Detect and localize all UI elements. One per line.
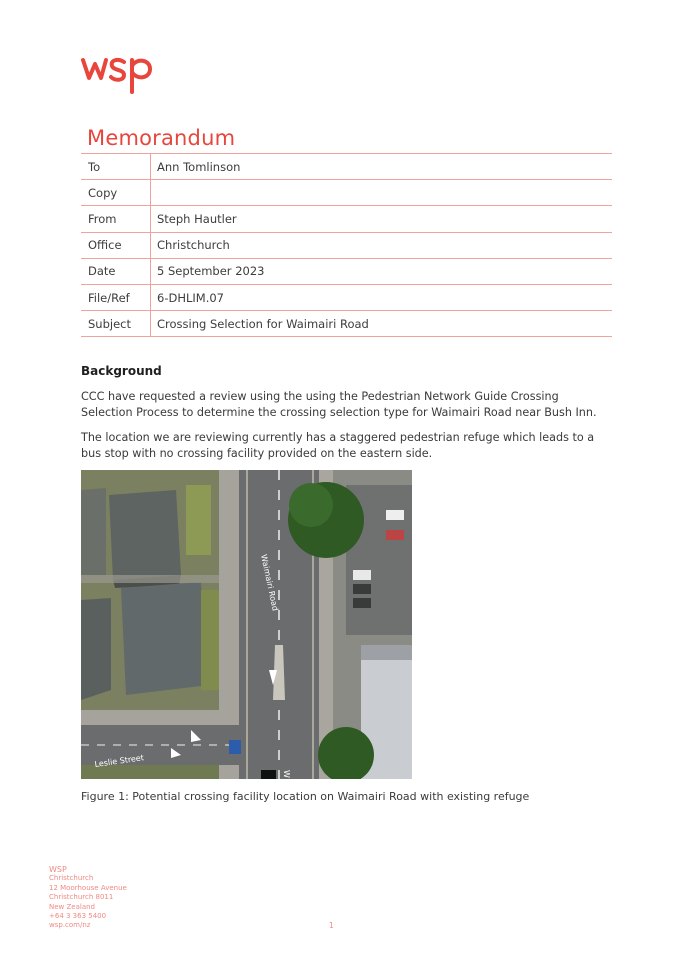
road-label-side: Leslie Street — [94, 753, 145, 769]
footer-phone: +64 3 363 5400 — [49, 912, 107, 921]
footer-country: New Zealand — [49, 902, 95, 911]
field-value: 5 September 2023 — [151, 258, 613, 284]
footer-address-line2: Christchurch 8011 — [49, 893, 114, 902]
field-label: File/Ref — [81, 284, 151, 310]
field-label: Subject — [81, 311, 151, 337]
section-heading: Background — [81, 364, 162, 378]
memo-row-fileref — [81, 284, 612, 310]
footer-company: WSP — [49, 865, 67, 874]
field-label: Office — [81, 232, 151, 258]
memo-row-office — [81, 232, 612, 258]
footer-address-line1: 12 Moorhouse Avenue — [49, 883, 127, 892]
paragraph-background-1: CCC have requested a review using the using the Pedestrian Network Guide Crossing Selection Process to determine the crossing selection type for Waimairi Road near Bush Inn. — [81, 390, 597, 419]
field-label: From — [81, 206, 151, 232]
aerial-photo — [81, 470, 412, 779]
footer-web: wsp.com/nz — [49, 921, 91, 930]
field-label: Date — [81, 258, 151, 284]
paragraph-background-2: The location we are reviewing currently has a staggered pedestrian refuge which leads to a bus stop with no crossing facility provided on the eastern side. — [81, 431, 595, 460]
memo-row-subject — [81, 311, 612, 337]
field-value: 6-DHLIM.07 — [151, 284, 613, 310]
field-value: Christchurch — [151, 232, 613, 258]
field-value: Ann Tomlinson — [151, 154, 613, 180]
footer-city: Christchurch — [49, 874, 94, 883]
field-value: Crossing Selection for Waimairi Road — [151, 311, 613, 337]
memo-row-date — [81, 258, 612, 284]
footer-address — [49, 865, 127, 931]
field-value: Steph Hautler — [151, 206, 613, 232]
road-label-partial: W — [282, 770, 291, 778]
memo-row-copy — [81, 180, 612, 206]
memo-row-to — [81, 154, 612, 180]
wsp-logo — [80, 54, 156, 94]
page-number: 1 — [329, 921, 334, 930]
field-label: Copy — [81, 180, 151, 206]
memo-details-table — [81, 153, 612, 337]
road-label-main: Waimairi Road — [259, 553, 280, 612]
field-value — [151, 180, 613, 206]
field-label: To — [81, 154, 151, 180]
memo-title: Memorandum — [87, 126, 236, 150]
memo-row-from — [81, 206, 612, 232]
figure-caption: Figure 1: Potential crossing facility location on Waimairi Road with existing refuge — [81, 790, 530, 803]
